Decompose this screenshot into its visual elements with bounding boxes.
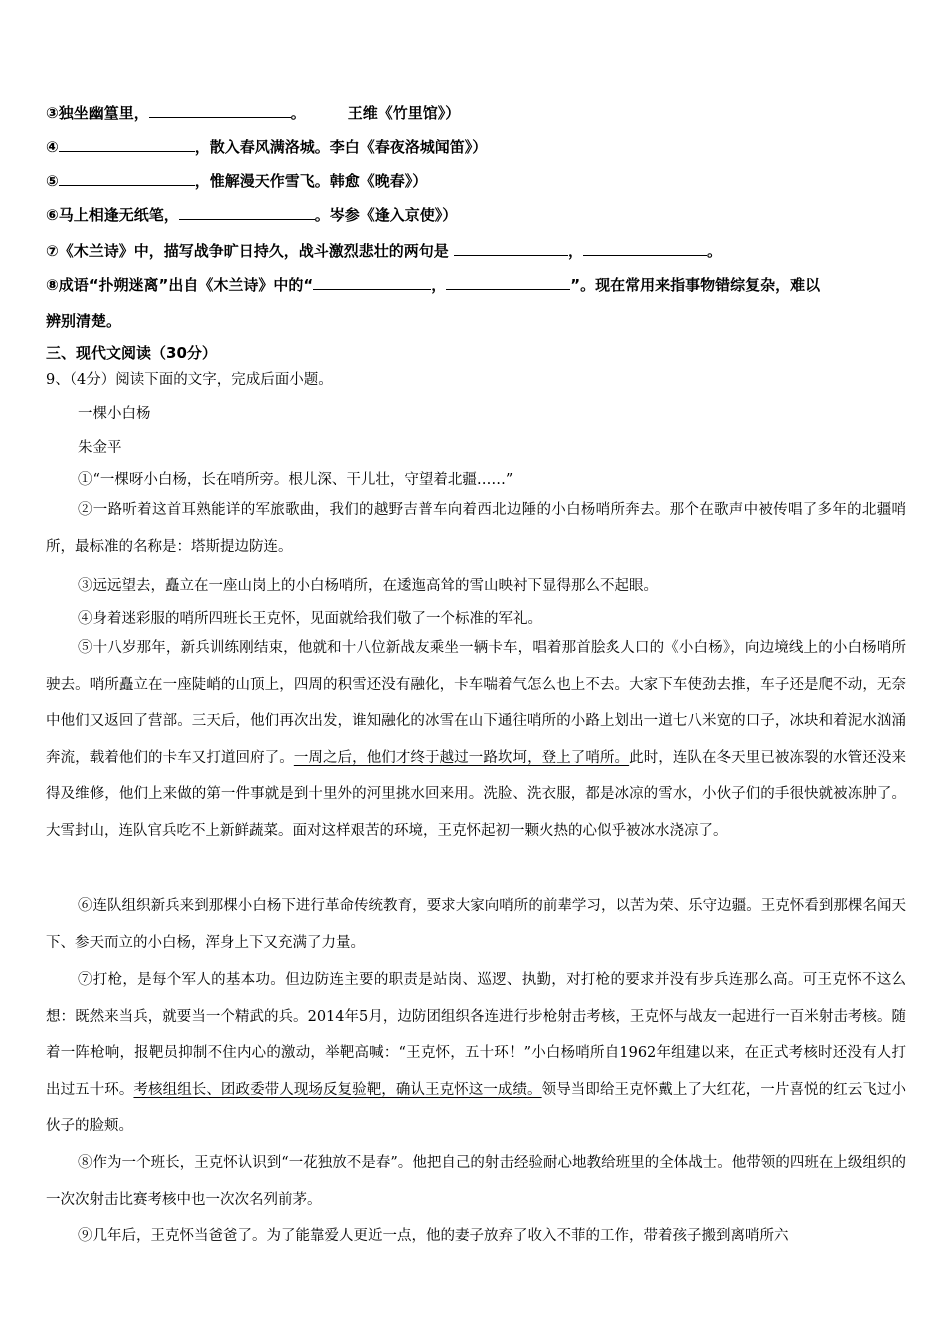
question-7 bbox=[46, 239, 906, 262]
q5-suffix: ，惟解漫天作雪飞。韩愈《晚春》） bbox=[194, 172, 428, 190]
paragraph-7 bbox=[46, 962, 906, 1145]
question-4 bbox=[46, 135, 906, 158]
article-title: 一棵小白杨 bbox=[78, 406, 151, 422]
paragraph-5-text-cont: 此时，连队在冬天里已被冻裂的水管还没来得及维修，他们上来做的第一件事就是到十里外的河里挑水回来用。洗脸、洗衣服，都是冰凉的雪水，小伙子们的手很快就被冻肿了。大雪封山，连队官兵吃不上新鲜蔬菜。面对这样艰苦的环境，王克怀起初一颗火热的心似乎被冰水浇凉了。 bbox=[46, 749, 907, 839]
q7-comma: ， bbox=[567, 242, 583, 260]
q8-comma: ， bbox=[431, 276, 447, 294]
q3-source: 王维《竹里馆》） bbox=[347, 104, 461, 122]
q8-line2: 辨别清楚。 bbox=[46, 312, 122, 330]
question-8-line2 bbox=[46, 310, 906, 332]
question-3 bbox=[46, 101, 906, 124]
paragraph-4: ④身着迷彩服的哨所四班长王克怀，见面就给我们敬了一个标准的军礼。 bbox=[78, 611, 542, 627]
answer-blank[interactable] bbox=[179, 203, 315, 220]
q8-suffix: ”。现在常用来指事物错综复杂，难以 bbox=[570, 276, 821, 294]
paragraph-2: ②一路听着这首耳熟能详的军旅歌曲，我们的越野吉普车向着西北边陲的小白杨哨所奔去。那个在歌声中被传唱了多年的北疆哨所，最标准的名称是：塔斯提边防连。 bbox=[46, 502, 906, 555]
question-8 bbox=[46, 273, 906, 296]
underlined-sentence: 考核组组长、团政委带人现场反复验靶，确认王克怀这一成绩。 bbox=[133, 1081, 542, 1098]
q7-prefix: ⑦《木兰诗》中，描写战争旷日持久，战斗激烈悲壮的两句是 bbox=[46, 242, 454, 260]
paragraph-7-text: ⑦打枪，是每个军人的基本功。但边防连主要的职责是站岗、巡逻、执勤，对打枪的要求并没有步兵连那么高。可王克怀不这么想：既然来当兵，就要当一个精武的兵。2014年5月，边防团组织各连进行步枪射击考核，王克怀与战友一起进行一百米射击考核。随着一阵枪响，报靶员抑制不住内心的激动，举靶高喊：“王克怀，五十环！”小白杨哨所自1962年组建以来，在正式考核时还没有人打出过五十环。 bbox=[46, 972, 906, 1098]
question-9-intro: 9、（4分）阅读下面的文字，完成后面小题。 bbox=[46, 372, 333, 388]
q4-suffix: ，散入春风满洛城。李白《春夜洛城闻笛》） bbox=[194, 138, 488, 156]
q7-suffix: 。 bbox=[706, 242, 722, 260]
q3-prefix: ③独坐幽篁里， bbox=[46, 104, 149, 122]
paragraph-1: ①“一棵呀小白杨，长在哨所旁。根儿深、干儿壮，守望着北疆……” bbox=[78, 472, 514, 488]
answer-blank[interactable] bbox=[59, 135, 195, 152]
q6-prefix: ⑥马上相逢无纸笔， bbox=[46, 206, 179, 224]
answer-blank[interactable] bbox=[446, 273, 570, 290]
answer-blank[interactable] bbox=[149, 101, 291, 118]
paragraph-9: ⑨几年后，王克怀当爸爸了。为了能靠爱人更近一点，他的妻子放弃了收入不菲的工作，带着孩子搬到离哨所六 bbox=[78, 1228, 789, 1244]
paragraph-8: ⑧作为一个班长，王克怀认识到“一花独放不是春”。他把自己的射击经验耐心地教给班里的全体战士。他带领的四班在上级组织的一次次射击比赛考核中也一次次名列前茅。 bbox=[46, 1155, 906, 1208]
paragraph-6: ⑥连队组织新兵来到那棵小白杨下进行革命传统教育，要求大家向哨所的前辈学习，以苦为荣、乐守边疆。王克怀看到那棵名闻天下、参天而立的小白杨，浑身上下又充满了力量。 bbox=[46, 898, 906, 951]
paragraph-3: ③远远望去，矗立在一座山岗上的小白杨哨所，在逶迤高耸的雪山映衬下显得那么不起眼。 bbox=[78, 578, 658, 594]
answer-blank[interactable] bbox=[59, 169, 195, 186]
paragraph-7-text-cont: 领导当即给王克怀戴上了大红花，一片喜悦的红云飞过小伙子的脸颊。 bbox=[46, 1081, 907, 1135]
answer-blank[interactable] bbox=[583, 239, 707, 256]
answer-blank[interactable] bbox=[313, 273, 431, 290]
answer-blank[interactable] bbox=[454, 239, 568, 256]
underlined-sentence: 一周之后，他们才终于越过一路坎坷，登上了哨所。 bbox=[293, 749, 630, 766]
article-author: 朱金平 bbox=[78, 440, 122, 456]
question-5 bbox=[46, 169, 906, 192]
paragraph-5-text: ⑤十八岁那年，新兵训练刚结束，他就和十八位新战友乘坐一辆卡车，唱着那首脍炙人口的《小白杨》，向边境线上的小白杨哨所驶去。哨所矗立在一座陡峭的山顶上，四周的积雪还没有融化，卡车喘着气怎么也上不去。大家下车使劲去推，车子还是爬不动，无奈中他们又返回了营部。三天后，他们再次出发，谁知融化的冰雪在山下通往哨所的小路上划出一道七八米宽的口子，冰块和着泥水汹涌奔流，载着他们的卡车又打道回府了。 bbox=[46, 640, 906, 766]
q5-prefix: ⑤ bbox=[46, 172, 59, 190]
q8-prefix: ⑧成语“扑朔迷离”出自《木兰诗》中的“ bbox=[46, 276, 314, 294]
q3-suffix: 。 bbox=[290, 104, 306, 122]
q6-suffix: 。岑参《逢入京使》） bbox=[314, 206, 458, 224]
paragraph-5 bbox=[46, 630, 906, 850]
question-6 bbox=[46, 203, 906, 226]
section-title: 三、现代文阅读（30分） bbox=[46, 344, 217, 362]
q4-prefix: ④ bbox=[46, 138, 59, 156]
